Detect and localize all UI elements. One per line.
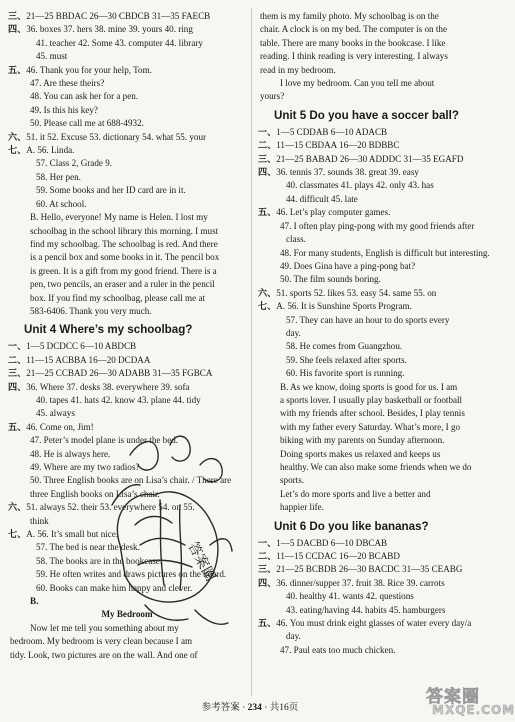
section-marker: 七、: [8, 145, 27, 156]
answer-line: [258, 407, 492, 420]
answer-line: [258, 273, 492, 286]
answer-line: [258, 354, 492, 367]
watermark-cn: 答案圈: [426, 687, 480, 707]
answer-line: [258, 448, 492, 461]
line-text: read in my bedroom.: [260, 64, 336, 75]
answer-line: [258, 37, 492, 50]
line-text: 58. The books are in the bookcase.: [36, 555, 163, 566]
page-footer: 参考答案 · 234 · 共16页: [201, 703, 299, 713]
line-text: pen, two pencils, an eraser and a ruler in the pencil: [30, 279, 215, 290]
answer-line: [8, 10, 246, 23]
answer-line: [258, 327, 492, 340]
line-text: 583-6406. Thank you very much.: [30, 305, 152, 316]
line-text: 40. tapes 41. hats 42. know 43. plane 44. tidy: [36, 394, 201, 405]
answer-line: [258, 287, 492, 300]
line-text: 51. it 52. Excuse 53. dictionary 54. what 55. your: [26, 131, 207, 142]
line-text: schoolbag in the school library this morning. I must: [30, 225, 219, 236]
answer-line: [258, 644, 492, 657]
answer-line: [8, 354, 246, 367]
section-marker: 七、: [258, 301, 277, 312]
line-text: 57. Class 2, Grade 9.: [36, 158, 113, 169]
line-text: find my schoolbag. The schoolbag is red. And there: [30, 238, 218, 249]
right-answers-unit6: [258, 537, 492, 658]
answer-line: [8, 528, 246, 541]
line-text: 1—5 DCDCC 6—10 ABDCB: [26, 341, 137, 352]
answer-line: [8, 649, 246, 662]
section-marker: 四、: [258, 167, 277, 178]
answer-line: [8, 292, 246, 305]
line-text: 1—5 CDDAB 6—10 ADACB: [276, 126, 388, 137]
column-divider: [251, 8, 252, 696]
line-text: 49. Is this his key?: [30, 104, 98, 115]
answer-line: [8, 225, 246, 238]
line-text: 21—25 BCBDB 26—30 BACDC 31—35 CEABG: [276, 564, 463, 575]
line-text: 59. She feels relaxed after sports.: [286, 354, 407, 365]
footer-prefix: 参考答案: [201, 703, 240, 713]
line-text: a sports lover. I usually play basketball or football: [280, 394, 463, 405]
answer-line: [258, 23, 492, 36]
answer-line: [258, 590, 492, 603]
answer-line: [258, 367, 492, 380]
line-text: 46. Let’s play computer games.: [276, 207, 391, 218]
answer-line: [8, 77, 246, 90]
line-text: Now let me tell you something about my: [30, 622, 179, 633]
page-number: 234: [247, 703, 262, 713]
line-text: 44. difficult 45. late: [286, 193, 358, 204]
answer-line: [258, 179, 492, 192]
line-text: Let’s do more sports and live a better and: [280, 488, 431, 499]
line-text: 21—25 BBDAC 26—30 CBDCB 31—35 FAECB: [26, 11, 211, 21]
answer-line: [8, 421, 246, 434]
line-text: bedroom. My bedroom is very clean because I am: [10, 636, 193, 647]
answer-line: [8, 555, 246, 568]
answer-line: [258, 630, 492, 643]
line-text: 11—15 ACBBA 16—20 DCDAA: [26, 354, 151, 365]
line-text: 47. I often play ping-pong with my good friends after: [280, 220, 475, 231]
line-text: class.: [286, 234, 306, 245]
answer-line: [8, 144, 246, 157]
answer-line: [8, 461, 246, 474]
answer-line: [258, 126, 492, 139]
line-text: 40. classmates 41. plays 42. only 43. has: [286, 180, 434, 191]
line-text: 48. You can ask her for a pen.: [30, 91, 139, 102]
line-text: 45. always: [36, 408, 75, 419]
line-text: 60. At school.: [36, 198, 87, 209]
answer-line: [8, 23, 246, 36]
line-text: 46. Thank you for your help, Tom.: [26, 64, 152, 75]
line-text: 47. Are these theirs?: [30, 78, 105, 89]
footer-total: 共16页: [269, 703, 299, 713]
line-text: healthy. We can also make some friends when we do: [280, 462, 472, 472]
section-marker: 一、: [258, 126, 277, 137]
answer-line: [8, 622, 246, 635]
answer-line: [8, 367, 246, 380]
answer-line: [8, 278, 246, 291]
answer-line: [8, 265, 246, 278]
line-text: chair. A clock is on my bed. The computer is on the: [260, 24, 447, 35]
answer-line: [8, 117, 246, 130]
answer-line: [258, 381, 492, 394]
line-text: 49. Does Gina have a ping-pong bat?: [280, 260, 416, 271]
line-text: three English books on Lisa’s chair.: [30, 488, 160, 499]
answer-line: [258, 233, 492, 246]
section-marker: 二、: [258, 551, 277, 562]
line-text: 21—25 BABAD 26—30 ADDDC 31—35 EGAFD: [276, 153, 464, 164]
left-answers-unit4: [8, 340, 246, 595]
line-text: B. As we know, doing sports is good for us. I am: [280, 381, 458, 392]
section-marker: 二、: [258, 140, 277, 151]
right-answers-unit5: [258, 126, 492, 515]
answer-line: [258, 488, 492, 501]
handwritten-text: 答案圈: [184, 539, 219, 584]
answer-line: [8, 340, 246, 353]
section-marker: 三、: [8, 368, 27, 379]
answer-line: [258, 247, 492, 260]
line-text: box. If you find my schoolbag, please call me at: [30, 292, 206, 303]
section-marker: 四、: [258, 577, 277, 588]
section-marker: 七、: [8, 529, 27, 540]
left-answers-unit3: [8, 10, 246, 318]
answer-line: [8, 90, 246, 103]
answer-line: [8, 515, 246, 528]
answer-line: [8, 157, 246, 170]
line-text: them is my family photo. My schoolbag is on the: [260, 11, 439, 21]
line-text: A. 56. Linda.: [26, 145, 75, 156]
section-marker: 一、: [258, 537, 277, 548]
section-marker: 四、: [8, 381, 27, 392]
line-text: 11—15 CCDAC 16—20 BCABD: [276, 551, 400, 562]
line-text: is green. It is a gift from my good friend. There is a: [30, 265, 217, 276]
passage-b-label: B.: [30, 596, 39, 607]
answer-line: [8, 131, 246, 144]
answer-line: [8, 434, 246, 447]
answer-line: [8, 305, 246, 318]
watermark-en: MXQE.COM: [432, 703, 515, 717]
line-text: 40. healthy 41. wants 42. questions: [286, 591, 414, 602]
answer-line: [8, 407, 246, 420]
answer-line: [8, 568, 246, 581]
line-text: 36. Where 37. desks 38. everywhere 39. sofa: [26, 381, 190, 392]
my-bedroom-passage-continued: [258, 10, 492, 104]
answer-line: [258, 537, 492, 550]
answer-line: [8, 37, 246, 50]
line-text: table. There are many books in the bookcase. I like: [260, 37, 446, 48]
unit5-title: Unit 5 Do you have a soccer ball?: [274, 108, 459, 122]
answer-line: [258, 77, 492, 90]
line-text: biking with my parents on Sunday afternoon.: [280, 435, 445, 446]
section-marker: 二、: [8, 354, 27, 365]
line-text: 45. must: [36, 51, 68, 62]
line-text: 58. He comes from Guangzhou.: [286, 341, 403, 352]
line-text: 58. Her pen.: [36, 171, 81, 182]
line-text: 36. boxes 37. hers 38. mine 39. yours 40. ring: [26, 24, 193, 35]
line-text: 49. Where are my two radios?: [30, 462, 140, 472]
answer-line: [8, 104, 246, 117]
answer-line: [258, 206, 492, 219]
section-marker: 五、: [258, 207, 277, 218]
line-text: 11—15 CBDAA 16—20 BDBBC: [276, 140, 400, 151]
line-text: 50. The film sounds boring.: [280, 274, 381, 285]
answer-line: [8, 394, 246, 407]
line-text: 48. For many students, English is difficult but interesting.: [280, 247, 490, 258]
section-marker: 三、: [258, 153, 277, 164]
line-text: tidy. Look, two pictures are on the wall. And one of: [10, 649, 198, 660]
answer-line: [8, 635, 246, 648]
line-text: 57. They can have an hour to do sports every: [286, 314, 450, 325]
section-marker: 五、: [8, 64, 27, 75]
section-marker: 五、: [8, 421, 27, 432]
answer-line: [8, 474, 246, 487]
line-text: 50. Three English books are on Lisa’s chair. / There are: [30, 475, 232, 486]
answer-line: [258, 434, 492, 447]
answer-line: [8, 211, 246, 224]
line-text: 51. always 52. their 53. everywhere 54. on 55.: [26, 502, 195, 513]
answer-line: [258, 394, 492, 407]
line-text: day.: [286, 631, 301, 642]
line-text: with my friends after school. Besides, I play tennis: [280, 408, 465, 419]
answer-line: [8, 50, 246, 63]
answer-line: [258, 90, 492, 103]
line-text: A. 56. It is Sunshine Sports Program.: [276, 301, 412, 312]
answer-line: [8, 541, 246, 554]
line-text: 21—25 CCBAD 26—30 ADABB 31—35 FGBCA: [26, 368, 213, 379]
answer-line: [258, 50, 492, 63]
answer-line: [8, 488, 246, 501]
line-text: think: [30, 515, 49, 526]
answer-line: [258, 617, 492, 630]
answer-line: [258, 64, 492, 77]
line-text: B. Hello, everyone! My name is Helen. I lost my: [30, 212, 208, 223]
section-marker: 六、: [258, 287, 277, 298]
answer-line: [258, 166, 492, 179]
line-text: 59. Some books and her ID card are in it.: [36, 185, 186, 196]
line-text: 36. dinner/supper 37. fruit 38. Rice 39. carrots: [276, 577, 445, 588]
section-marker: 一、: [8, 341, 27, 352]
answer-line: [8, 448, 246, 461]
line-text: I love my bedroom. Can you tell me about: [280, 78, 435, 89]
section-marker: 五、: [258, 618, 277, 629]
answer-line: [258, 421, 492, 434]
answer-line: [258, 501, 492, 514]
line-text: 57. The bed is near the desk.: [36, 542, 140, 553]
answer-line: [258, 10, 492, 23]
right-column: [258, 10, 492, 657]
answer-line: [258, 604, 492, 617]
line-text: 59. He often writes and draws pictures on the board.: [36, 569, 227, 580]
answer-line: [8, 251, 246, 264]
line-text: 46. You must drink eight glasses of water every day/a: [276, 618, 472, 629]
line-text: 60. His favorite sport is running.: [286, 368, 405, 379]
answer-line: [8, 582, 246, 595]
line-text: 47. Peter’s model plane is under the bed.: [30, 435, 179, 446]
line-text: 43. eating/having 44. habits 45. hamburgers: [286, 604, 446, 615]
line-text: 46. Come on, Jim!: [26, 421, 94, 432]
my-bedroom-passage: [8, 622, 246, 662]
line-text: reading. I think reading is very interesting. I always: [260, 51, 448, 62]
line-text: happier life.: [280, 502, 324, 513]
answer-line: [258, 314, 492, 327]
line-text: 60. Books can make him happy and clever.: [36, 582, 193, 593]
my-bedroom-title: My Bedroom: [101, 609, 153, 620]
line-text: Doing sports makes us relaxed and keeps us: [280, 448, 441, 459]
line-text: sports.: [280, 475, 304, 486]
answer-line: [258, 193, 492, 206]
line-text: day.: [286, 327, 301, 338]
line-text: 36. tennis 37. sounds 38. great 39. easy: [276, 167, 419, 178]
line-text: is a pencil box and some books in it. The pencil box: [30, 252, 220, 263]
unit4-title: Unit 4 Where’s my schoolbag?: [24, 323, 193, 337]
answer-line: [258, 550, 492, 563]
answer-line: [8, 64, 246, 77]
section-marker: 三、: [258, 564, 277, 575]
section-marker: 四、: [8, 24, 27, 35]
line-text: 51. sports 52. likes 53. easy 54. same 55. on: [276, 287, 437, 298]
line-text: A. 56. It’s small but nice.: [26, 529, 119, 540]
answer-line: [258, 340, 492, 353]
line-text: 41. teacher 42. Some 43. computer 44. library: [36, 37, 203, 48]
answer-line: [8, 171, 246, 184]
line-text: 47. Paul eats too much chicken.: [280, 644, 396, 655]
line-text: with my father every Saturday. What’s more, I go: [280, 421, 461, 432]
answer-line: [258, 220, 492, 233]
answer-line: [8, 501, 246, 514]
answer-line: [258, 260, 492, 273]
unit6-title: Unit 6 Do you like bananas?: [274, 519, 429, 533]
answer-line: [258, 153, 492, 166]
answer-line: [258, 474, 492, 487]
line-text: yours?: [260, 91, 285, 102]
section-marker: 六、: [8, 502, 27, 513]
answer-line: [8, 198, 246, 211]
answer-line: [8, 381, 246, 394]
answer-line: [258, 577, 492, 590]
answer-line: [258, 563, 492, 576]
answer-line: [258, 300, 492, 313]
line-text: 50. Please call me at 688-4932.: [30, 118, 144, 129]
section-marker: 六、: [8, 131, 27, 142]
line-text: 48. He is always here.: [30, 448, 111, 459]
answer-line: [258, 461, 492, 474]
left-column: [8, 10, 246, 662]
answer-line: [258, 139, 492, 152]
answer-line: [8, 238, 246, 251]
line-text: 1—5 DACBD 6—10 DBCAB: [276, 537, 388, 548]
answer-line: [8, 184, 246, 197]
section-marker: 三、: [8, 11, 27, 21]
